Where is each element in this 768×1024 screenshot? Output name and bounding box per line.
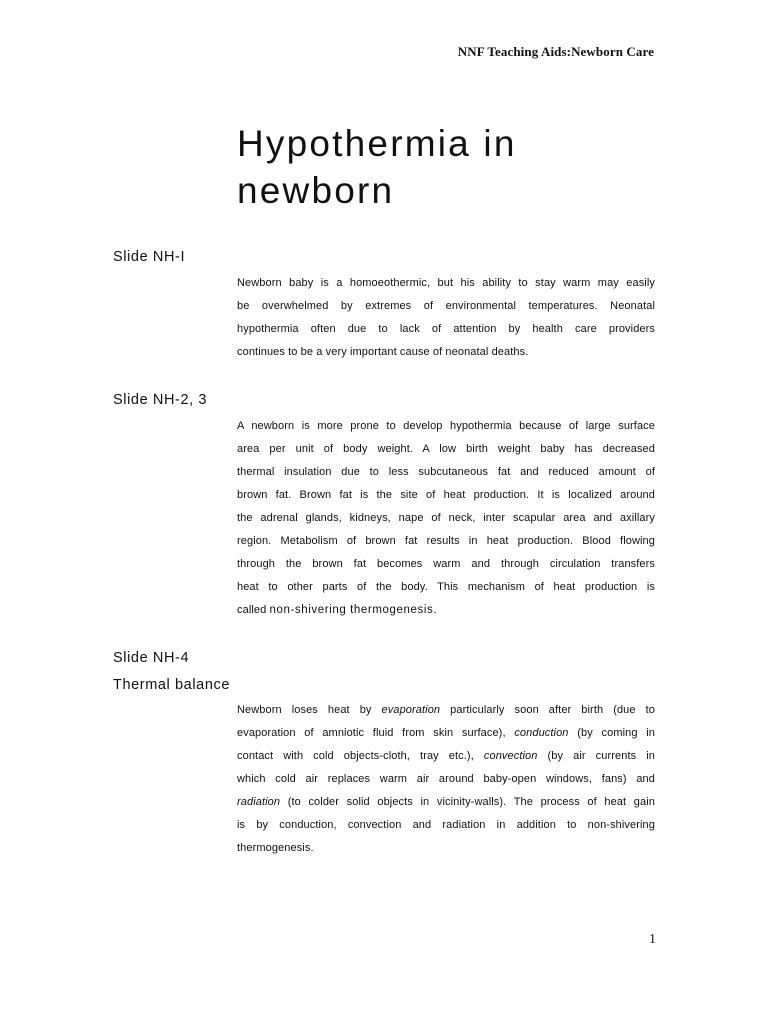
paragraph-line: Newborn baby is a homoeothermic, but his ability to stay warm may easily — [237, 277, 655, 289]
term-convection: convection — [483, 750, 538, 762]
page-title-line-2: newborn — [237, 170, 395, 211]
paragraph-line — [237, 599, 655, 622]
paragraph-line: heat to other parts of the body. This mechanism of heat production is — [237, 581, 655, 593]
paragraph-line: through the brown fat becomes warm and through circulation transfers — [237, 558, 655, 570]
text-run: called — [237, 604, 270, 616]
paragraph-line: is by conduction, convection and radiation in addition to non-shivering — [237, 819, 655, 831]
paragraph-line: A newborn is more prone to develop hypothermia because of large surface — [237, 420, 655, 432]
paragraph-line: area per unit of body weight. A low birth weight baby has decreased — [237, 443, 655, 455]
term-evaporation: evaporation — [381, 704, 441, 716]
paragraph-line: region. Metabolism of brown fat results in heat production. Blood flowing — [237, 535, 655, 547]
paragraph-line: thermogenesis. — [237, 842, 314, 854]
paragraph-line: thermal insulation due to less subcutaneous fat and reduced amount of — [237, 466, 655, 478]
page-number: 1 — [649, 932, 656, 947]
text-run: (by air currents in — [537, 750, 656, 762]
text-run: Newborn loses heat by — [237, 704, 382, 716]
paragraph-line — [237, 722, 655, 745]
paragraph-line — [237, 745, 655, 768]
slide-label-nh-1: Slide NH-I — [113, 249, 186, 265]
term-radiation: radiation — [237, 796, 281, 808]
paragraph-line: continues to be a very important cause of neonatal deaths. — [237, 346, 529, 358]
text-run: (to colder solid objects in vicinity-walls). The process of heat gain — [280, 796, 655, 808]
text-run: evaporation of amniotic fluid from skin surface), — [237, 727, 515, 739]
paragraph-line: which cold air replaces warm air around baby-open windows, fans) and — [237, 773, 655, 785]
section-2-paragraph — [237, 415, 655, 622]
page-title — [237, 120, 657, 214]
paragraph-line: be overwhelmed by extremes of environmental temperatures. Neonatal — [237, 300, 655, 312]
section-1-paragraph — [237, 272, 655, 364]
term-conduction: conduction — [514, 727, 569, 739]
term-non-shivering-thermogenesis: non-shivering thermogenesis. — [269, 604, 438, 616]
text-run: contact with cold objects-cloth, tray etc.), — [237, 750, 484, 762]
text-run: particularly soon after birth (due to — [440, 704, 655, 716]
slide-label-nh-2-3: Slide NH-2, 3 — [113, 392, 208, 408]
subheading-thermal-balance: Thermal balance — [113, 677, 230, 693]
paragraph-line — [237, 791, 655, 814]
text-run: (by coming in — [568, 727, 656, 739]
paragraph-line: brown fat. Brown fat is the site of heat production. It is localized around — [237, 489, 655, 501]
slide-label-nh-4: Slide NH-4 — [113, 650, 190, 666]
section-3-paragraph — [237, 699, 655, 860]
paragraph-line — [237, 699, 655, 722]
running-header: NNF Teaching Aids:Newborn Care — [457, 44, 654, 59]
page-title-line-1: Hypothermia in — [237, 123, 517, 164]
paragraph-line: the adrenal glands, kidneys, nape of neck, inter scapular area and axillary — [237, 512, 655, 524]
paragraph-line: hypothermia often due to lack of attention by health care providers — [237, 323, 655, 335]
